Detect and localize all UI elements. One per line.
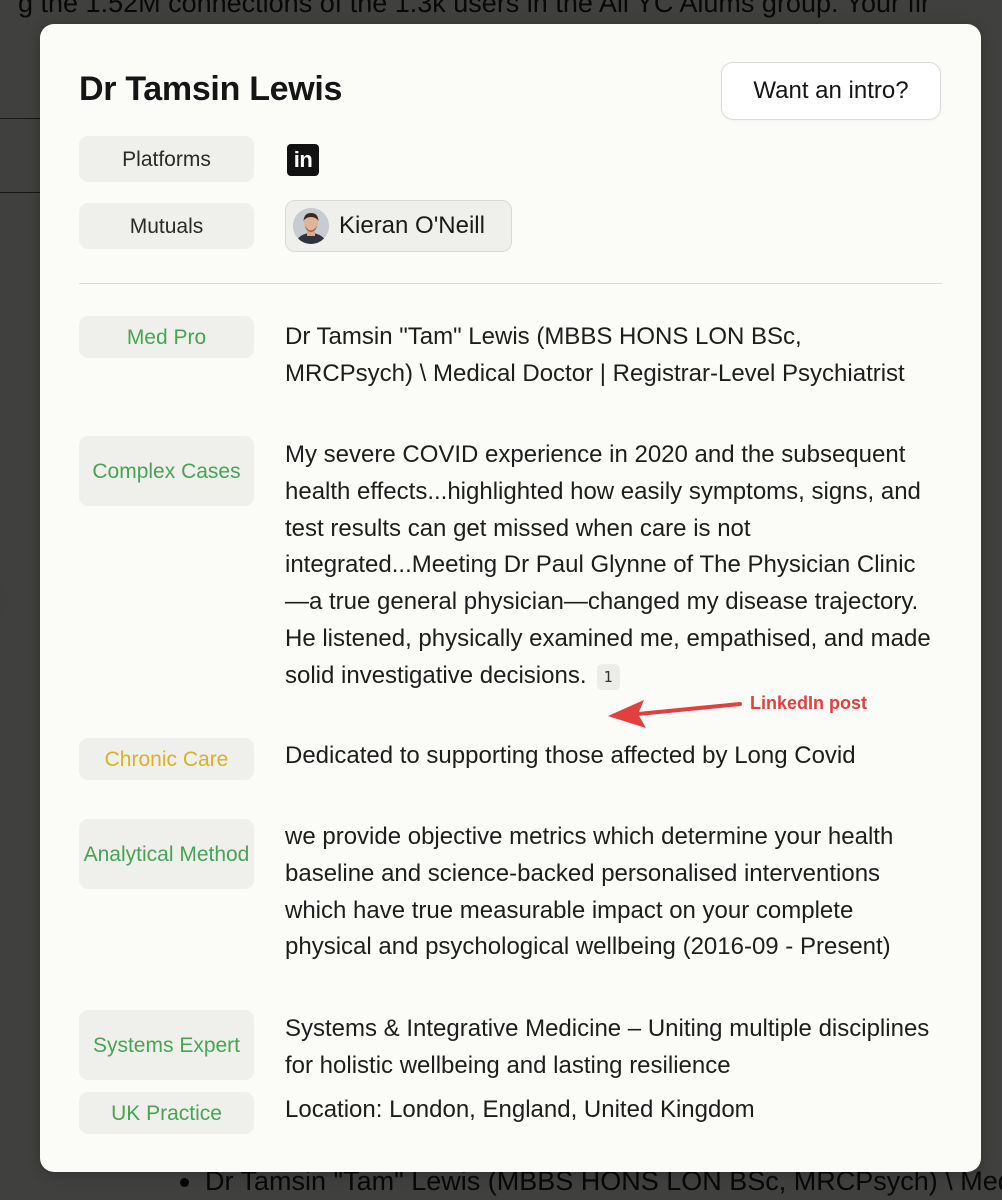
citation-footnote[interactable]: 1 xyxy=(597,664,620,690)
mutuals-label: Mutuals xyxy=(79,203,254,249)
attribute-description: Location: London, England, United Kingdom xyxy=(285,1096,755,1123)
attribute-description-text: My severe COVID experience in 2020 and the subsequent health effects...highlighted how easily symptoms, signs, and test results can get missed when care is not integrated...Meeting Dr Paul Glynne of The Physician Clinic—a true general physician—changed my disease trajectory. He listened, physically examined me, empathised, and made solid investigative decisions. xyxy=(285,441,931,689)
tag-complex-cases: Complex Cases xyxy=(79,436,254,506)
attribute-description: Systems & Integrative Medicine – Uniting multiple disciplines for holistic wellbeing and lasting resilience xyxy=(285,1015,930,1079)
attribute-description: Dr Tamsin "Tam" Lewis (MBBS HONS LON BSc, MRCPsych) \ Medical Doctor | Registrar-Level Psychiatrist xyxy=(285,323,905,387)
attribute-description: Dedicated to supporting those affected by Long Covid xyxy=(285,742,856,769)
platforms-label: Platforms xyxy=(79,136,254,182)
annotation-label: LinkedIn post xyxy=(750,693,867,713)
want-intro-button[interactable]: Want an intro? xyxy=(721,62,941,120)
linkedin-icon[interactable]: in xyxy=(287,144,319,176)
tag-med-pro: Med Pro xyxy=(79,316,254,358)
attribute-description: we provide objective metrics which determine your health baseline and science-backed personalised interventions which have true measurable impact on your complete physical and psychological wellbeing (2016-09 - Present) xyxy=(285,823,894,961)
profile-modal xyxy=(40,24,981,1172)
attribute-description xyxy=(285,437,935,695)
profile-name: Dr Tamsin Lewis xyxy=(79,70,343,108)
tag-analytical-method: Analytical Method xyxy=(79,819,254,889)
mutual-name: Kieran O'Neill xyxy=(339,212,485,239)
section-divider xyxy=(79,283,942,284)
mutual-connection-chip[interactable] xyxy=(285,200,512,252)
avatar xyxy=(293,208,329,244)
tag-systems-expert: Systems Expert xyxy=(79,1010,254,1080)
tag-chronic-care: Chronic Care xyxy=(79,738,254,780)
tag-uk-practice: UK Practice xyxy=(79,1092,254,1134)
